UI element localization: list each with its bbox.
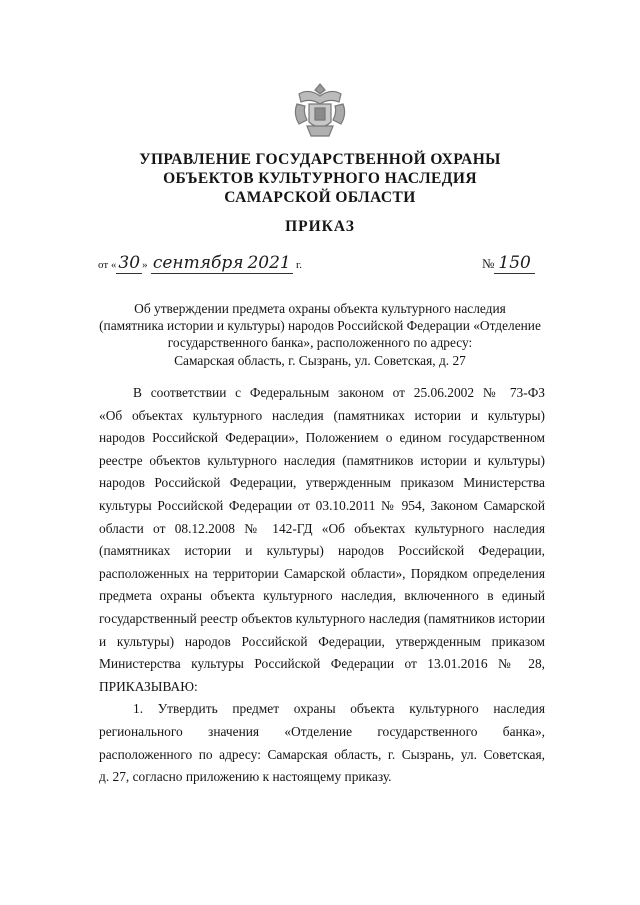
- preamble-line: В соответствии с Федеральным законом от 25.06.2002 № 73-ФЗ: [133, 385, 545, 400]
- agency-name: [0, 150, 640, 207]
- preamble-line: реестре объектов культурного наследия (памятников истории и культуры): [99, 452, 545, 468]
- preamble-line: и культуры) народов Российской Федерации, утвержденным приказом: [99, 633, 545, 649]
- agency-line: ОБЪЕКТОВ КУЛЬТУРНОГО НАСЛЕДИЯ: [163, 170, 477, 187]
- preamble-line: предмета охраны объекта культурного наследия, включенного в единый: [99, 588, 545, 604]
- subject-line: (памятника истории и культуры) народов Российской Федерации «Отделение: [99, 318, 541, 334]
- order-subject: [60, 300, 580, 369]
- preamble-line: области от 08.12.2008 № 142-ГД «Об объектах культурного наследия: [99, 520, 545, 536]
- preamble-line: (памятниках истории и культуры) народов Российской Федерации,: [99, 543, 545, 559]
- subject-line: Самарская область, г. Сызрань, ул. Советская, д. 27: [174, 352, 466, 368]
- item-line: д. 27, согласно приложению к настоящему приказу.: [99, 769, 392, 785]
- item-line: 1. Утвердить предмет охраны объекта культурного наследия: [133, 701, 545, 717]
- preamble-line: расположенных на территории Самарской области», Порядком определения: [99, 565, 545, 581]
- subject-line: государственного банка», расположенного по адресу:: [167, 335, 473, 351]
- agency-line: УПРАВЛЕНИЕ ГОСУДАРСТВЕННОЙ ОХРАНЫ: [139, 151, 501, 168]
- date-year-suffix: г.: [296, 259, 303, 271]
- order-date: [98, 253, 302, 273]
- agency-line: САМАРСКОЙ ОБЛАСТИ: [224, 189, 416, 206]
- date-month: сентября: [152, 253, 244, 273]
- date-day: 30: [118, 253, 141, 273]
- subject-line: Об утверждении предмета охраны объекта культурного наследия: [134, 301, 506, 316]
- item-line: регионального значения «Отделение государственного банка»,: [99, 723, 545, 739]
- preamble-line: Министерства культуры Российской Федерации от 13.01.2016 № 28,: [99, 656, 545, 672]
- number-value: 150: [494, 253, 534, 274]
- order-number: [482, 253, 535, 273]
- preamble-line: «Об объектах культурного наследия (памятниках истории и культуры): [99, 407, 545, 423]
- preamble-line: культуры Российской Федерации от 03.10.2011 № 954, Законом Самарской: [99, 497, 545, 513]
- preamble-line: государственный реестр объектов культурного наследия (памятников истории: [99, 610, 545, 626]
- date-prefix: от «: [98, 259, 117, 271]
- preamble-line: народов Российской Федерации, утвержденным приказом Министерства: [99, 475, 545, 491]
- preamble-line: народов Российской Федерации», Положением о едином государственном: [99, 430, 545, 446]
- document-type: ПРИКАЗ: [285, 218, 355, 235]
- number-prefix: №: [482, 256, 495, 271]
- date-year: 2021: [247, 253, 291, 273]
- date-separator: »: [142, 259, 148, 271]
- item-line: расположенного по адресу: Самарская область, г. Сызрань, ул. Советская,: [99, 746, 545, 762]
- coat-of-arms-icon: [289, 80, 351, 142]
- directive: ПРИКАЗЫВАЮ:: [99, 678, 198, 694]
- order-body: [99, 382, 545, 789]
